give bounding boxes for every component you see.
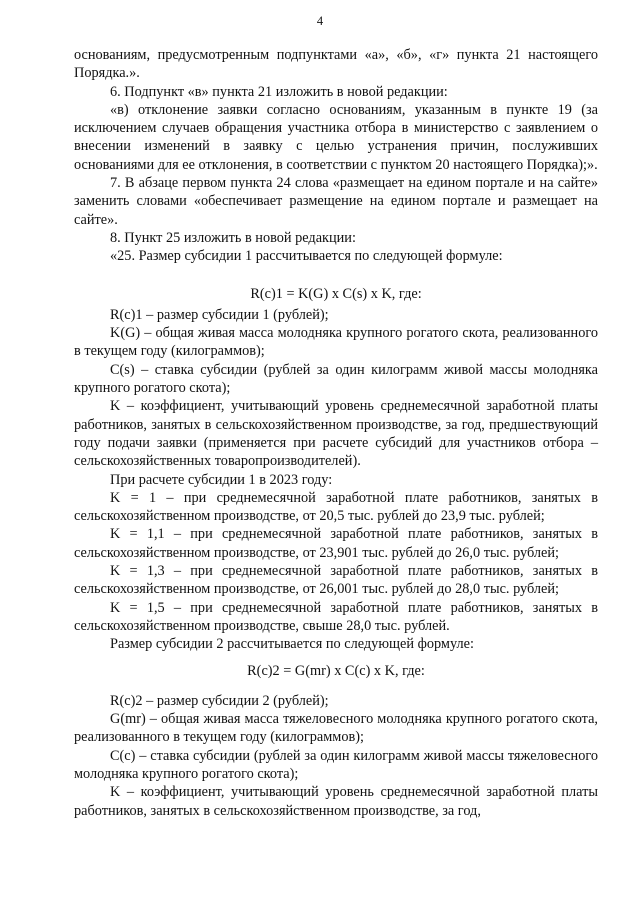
coefficient-k-1-3: K = 1,3 – при среднемесячной заработной плате работников, занятых в сельскохозяйственном производстве, от 26,001 тыс. рублей до 28,0 тыс. рублей; [74, 563, 598, 598]
paragraph-item-6: 6. Подпункт «в» пункта 21 изложить в новой редакции: [110, 83, 448, 100]
definition-k: K – коэффициент, учитывающий уровень среднемесячной заработной платы работников, занятых в сельскохозяйственном производстве, за год, предшествующий году подачи заявки (применяется при расчете субсидий для участников отбора – сельскохозяйственных товаропроизводителей). [74, 398, 598, 470]
paragraph-subsidy-2-intro: Размер субсидии 2 рассчитывается по следующей формуле: [110, 636, 474, 653]
definition-rc2: R(c)2 – размер субсидии 2 (рублей); [110, 692, 329, 709]
definition-cs: C(s) – ставка субсидии (рублей за один килограмм живой массы молодняка крупного рогатого скота); [74, 361, 598, 397]
paragraph-item-25: «25. Размер субсидии 1 рассчитывается по следующей формуле: [110, 248, 503, 265]
definition-cc: C(c) – ставка субсидии (рублей за один килограмм живой массы тяжеловесного молодняка крупного рогатого скота); [74, 747, 598, 782]
page-number: 4 [316, 14, 324, 28]
coefficient-k-1-1: K = 1,1 – при среднемесячной заработной плате работников, занятых в сельскохозяйственном производстве, от 23,901 тыс. рублей до 26,0 тыс. рублей; [74, 526, 598, 561]
definition-kg: K(G) – общая живая масса молодняка крупного рогатого скота, реализованного в текущем году (килограммов); [74, 325, 598, 360]
definition-gmr: G(mr) – общая живая масса тяжеловесного молодняка крупного рогатого скота, реализованного в текущем году (килограммов); [74, 711, 598, 746]
formula-subsidy-1: R(c)1 = K(G) x C(s) x K, где: [250, 285, 422, 302]
document-body [74, 46, 598, 820]
paragraph-subitem-v: «в) отклонение заявки согласно основаниям, указанным в пункте 19 (за исключением случаев обращения участника отбора в министерство с заявлением о внесении изменений в заявку с целью устранения причин, послуживших основаниями для ее отклонения, в соответствии с пунктом 20 настоящего Порядка);». [74, 101, 598, 173]
definition-k-2: K – коэффициент, учитывающий уровень среднемесячной заработной платы работников, занятых в сельскохозяйственном производстве, за год, [74, 784, 598, 819]
coefficient-k-1: K = 1 – при среднемесячной заработной плате работников, занятых в сельскохозяйственном производстве, от 20,5 тыс. рублей до 23,9 тыс. рублей; [74, 489, 598, 525]
formula-subsidy-2: R(c)2 = G(mr) x C(c) x K, где: [247, 662, 425, 679]
paragraph-item-7: 7. В абзаце первом пункта 24 слова «размещает на едином портале и на сайте» заменить словами «обеспечивает размещение на едином портале и размещает на сайте». [74, 175, 598, 228]
coefficient-k-1-5: K = 1,5 – при среднемесячной заработной плате работников, занятых в сельскохозяйственном производстве, свыше 28,0 тыс. рублей. [74, 599, 598, 634]
paragraph-2023-intro: При расчете субсидии 1 в 2023 году: [110, 471, 333, 488]
paragraph-item-8: 8. Пункт 25 изложить в новой редакции: [110, 229, 356, 246]
paragraph-continuation: основаниям, предусмотренным подпунктами «а», «б», «г» пункта 21 настоящего Порядка.». [74, 47, 598, 82]
definition-rc1: R(c)1 – размер субсидии 1 (рублей); [110, 306, 329, 323]
